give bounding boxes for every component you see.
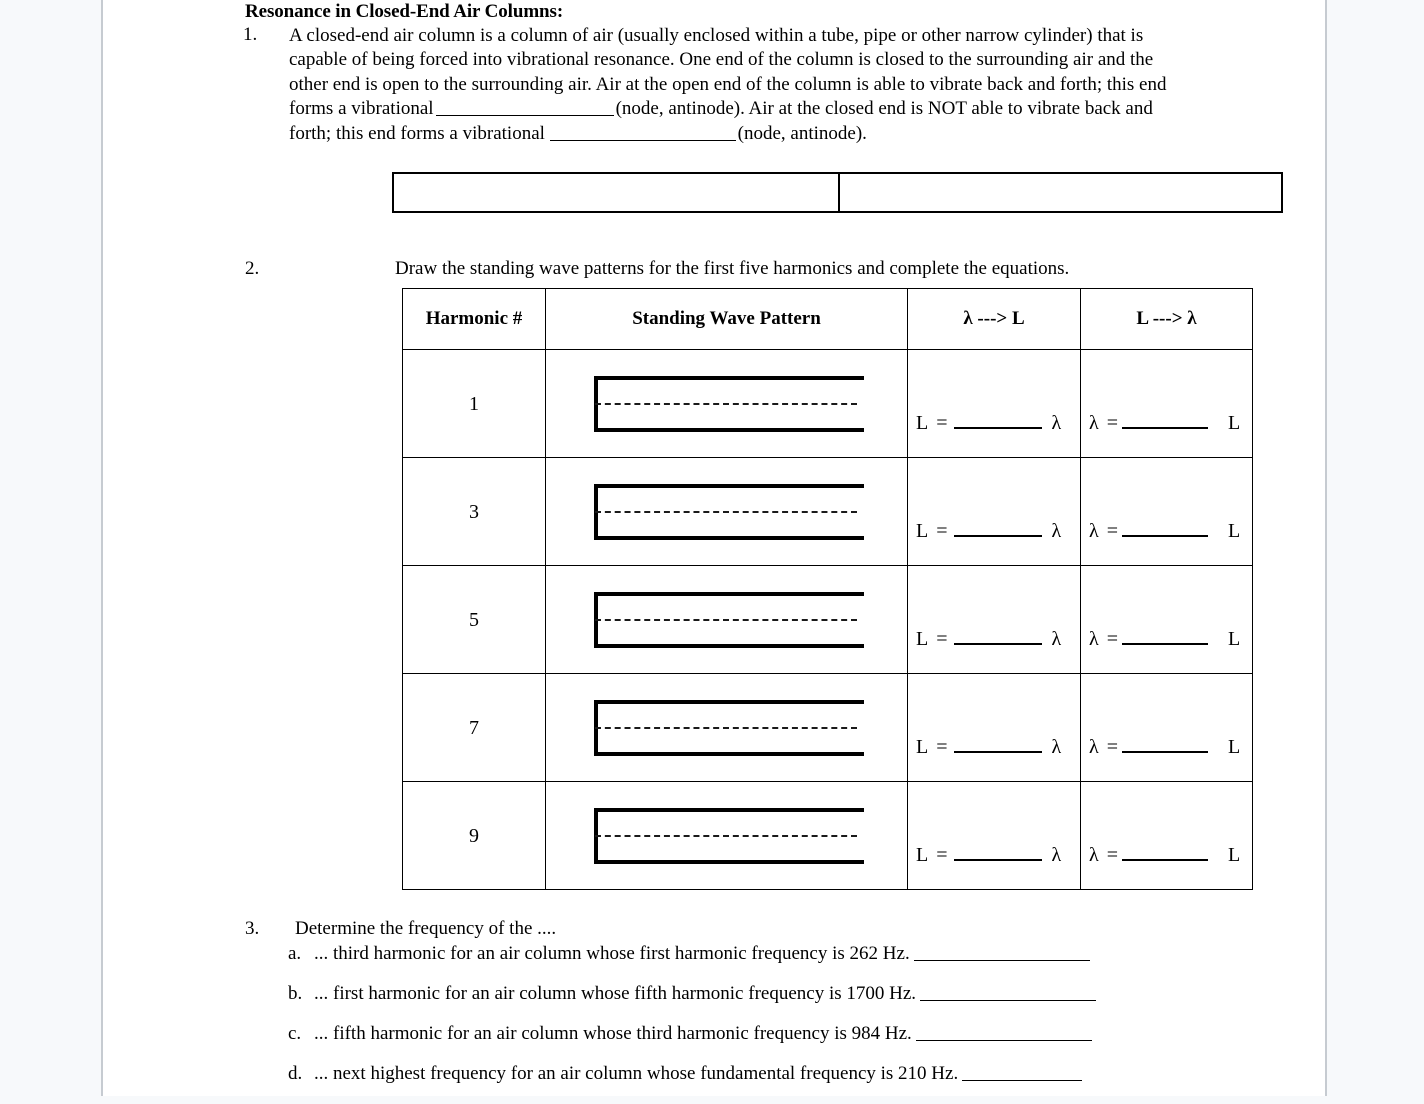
equation-lhs: L (916, 628, 929, 650)
question-1-answer-boxes (392, 172, 1283, 213)
l-to-lambda-equation-cell (1081, 782, 1253, 890)
equals-sign: = (936, 628, 948, 650)
equation-rhs: L (1227, 844, 1241, 866)
lambda-to-l-equation-cell (908, 674, 1081, 782)
tube-top-wall (594, 700, 864, 704)
tube-bottom-wall (594, 428, 864, 432)
document-page (101, 0, 1327, 1096)
equation-l-to-lambda (1089, 628, 1244, 651)
equation-lambda-to-l (916, 412, 1072, 435)
tube-bottom-wall (594, 860, 864, 864)
closed-end-tube-diagram (594, 376, 864, 432)
equals-sign: = (1106, 412, 1118, 434)
list-item-label: b. (288, 983, 303, 1004)
equals-sign: = (1106, 520, 1118, 542)
closed-end-tube-diagram (594, 592, 864, 648)
list-item-answer-blank[interactable] (920, 985, 1096, 1001)
lambda-to-l-equation-cell (908, 566, 1081, 674)
equals-sign: = (1106, 844, 1118, 866)
answer-box-left[interactable] (394, 174, 840, 211)
list-item (288, 1063, 1288, 1103)
tube-center-axis-dashed-line (595, 403, 857, 405)
equation-rhs: L (1227, 520, 1241, 542)
equation-rhs: λ (1051, 412, 1062, 434)
table-row (403, 674, 1253, 782)
question-3-number: 3. (245, 918, 260, 939)
equation-blank[interactable] (1122, 414, 1208, 429)
standing-wave-pattern-cell[interactable] (546, 782, 908, 890)
equation-lhs: λ (1089, 628, 1099, 650)
l-to-lambda-equation-cell (1081, 350, 1253, 458)
table-header-row (403, 289, 1253, 350)
equation-blank[interactable] (954, 846, 1042, 861)
question-1-blank-2[interactable] (550, 124, 736, 141)
equation-rhs: L (1227, 736, 1241, 758)
equation-blank[interactable] (1122, 738, 1208, 753)
equation-lhs: λ (1089, 412, 1099, 434)
tube-bottom-wall (594, 752, 864, 756)
question-1-text-part2: (node, antinode). Air at the closed end is NOT able to vibrate back and forth; this end forms a vibrational (289, 98, 1153, 144)
l-to-lambda-equation-cell (1081, 566, 1253, 674)
l-to-lambda-equation-cell (1081, 674, 1253, 782)
harmonic-number-cell: 7 (403, 674, 546, 782)
harmonic-number-cell: 1 (403, 350, 546, 458)
equals-sign: = (1106, 736, 1118, 758)
equals-sign: = (1106, 628, 1118, 650)
table-row (403, 350, 1253, 458)
list-item (288, 1023, 1288, 1063)
equation-l-to-lambda (1089, 844, 1244, 867)
equation-blank[interactable] (954, 522, 1042, 537)
equation-blank[interactable] (1122, 846, 1208, 861)
table-row (403, 566, 1253, 674)
header-harmonic-number: Harmonic # (403, 289, 546, 350)
list-item (288, 983, 1288, 1023)
harmonics-table (402, 288, 1253, 890)
equation-rhs: L (1227, 628, 1241, 650)
list-item-label: a. (288, 943, 302, 964)
question-3-list (288, 943, 1288, 1103)
closed-end-tube-diagram (594, 484, 864, 540)
harmonic-number-cell: 9 (403, 782, 546, 890)
question-1-blank-1[interactable] (436, 99, 614, 116)
equation-lhs: L (916, 844, 929, 866)
question-1-text-part3: (node, antinode). (737, 122, 867, 144)
question-1-number: 1. (243, 24, 258, 45)
equation-l-to-lambda (1089, 520, 1244, 543)
equation-blank[interactable] (1122, 630, 1208, 645)
harmonics-table-body (403, 350, 1253, 890)
standing-wave-pattern-cell[interactable] (546, 566, 908, 674)
equation-lhs: λ (1089, 736, 1099, 758)
question-2-number: 2. (245, 258, 260, 279)
list-item-text: ... fifth harmonic for an air column whose third harmonic frequency is 984 Hz. (314, 1023, 912, 1044)
tube-center-axis-dashed-line (595, 511, 857, 513)
equation-lambda-to-l (916, 628, 1072, 651)
question-1-text-part1: A closed-end air column is a column of air (usually enclosed within a tube, pipe or other narrow cylinder) that is capable of being forced into vibrational resonance. One end of the column is closed to the surrounding air and the other end is open to the surrounding air. Air at the open end of the column is able to vibrate back and forth; this end forms a vibrational (289, 25, 1167, 120)
equals-sign: = (936, 520, 948, 542)
tube-top-wall (594, 808, 864, 812)
header-lambda-to-l: λ ---> L (908, 289, 1081, 350)
equals-sign: = (936, 736, 948, 758)
harmonic-number-cell: 5 (403, 566, 546, 674)
tube-center-axis-dashed-line (595, 727, 857, 729)
tube-bottom-wall (594, 536, 864, 540)
harmonics-table-head (403, 289, 1253, 350)
equation-rhs: λ (1051, 628, 1062, 650)
harmonic-number-cell: 3 (403, 458, 546, 566)
lambda-to-l-equation-cell (908, 782, 1081, 890)
equation-blank[interactable] (954, 414, 1042, 429)
equation-lhs: λ (1089, 520, 1099, 542)
equation-lambda-to-l (916, 736, 1072, 759)
tube-center-axis-dashed-line (595, 835, 857, 837)
table-row (403, 782, 1253, 890)
equation-rhs: λ (1051, 736, 1062, 758)
table-row (403, 458, 1253, 566)
tube-top-wall (594, 592, 864, 596)
equation-l-to-lambda (1089, 412, 1244, 435)
question-1-text (289, 24, 1181, 146)
equation-rhs: λ (1051, 844, 1062, 866)
equation-blank[interactable] (1122, 522, 1208, 537)
standing-wave-pattern-cell[interactable] (546, 458, 908, 566)
tube-top-wall (594, 484, 864, 488)
list-item-text: ... third harmonic for an air column whose first harmonic frequency is 262 Hz. (314, 943, 910, 964)
lambda-to-l-equation-cell (908, 350, 1081, 458)
l-to-lambda-equation-cell (1081, 458, 1253, 566)
answer-box-right[interactable] (840, 174, 1281, 211)
page-title: Resonance in Closed-End Air Columns: (245, 1, 564, 22)
equals-sign: = (936, 412, 948, 434)
tube-bottom-wall (594, 644, 864, 648)
equation-lhs: λ (1089, 844, 1099, 866)
list-item (288, 943, 1288, 983)
tube-center-axis-dashed-line (595, 619, 857, 621)
list-item-answer-blank[interactable] (914, 945, 1090, 961)
standing-wave-pattern-cell[interactable] (546, 674, 908, 782)
question-2-text: Draw the standing wave patterns for the first five harmonics and complete the equations. (395, 258, 1070, 279)
list-item-answer-blank[interactable] (962, 1065, 1082, 1081)
lambda-to-l-equation-cell (908, 458, 1081, 566)
header-l-to-lambda: L ---> λ (1081, 289, 1253, 350)
standing-wave-pattern-cell[interactable] (546, 350, 908, 458)
list-item-answer-blank[interactable] (916, 1025, 1092, 1041)
equation-lambda-to-l (916, 844, 1072, 867)
equation-blank[interactable] (954, 630, 1042, 645)
list-item-text: ... first harmonic for an air column whose fifth harmonic frequency is 1700 Hz. (314, 983, 917, 1004)
closed-end-tube-diagram (594, 808, 864, 864)
equation-lhs: L (916, 520, 929, 542)
equation-lambda-to-l (916, 520, 1072, 543)
equals-sign: = (936, 844, 948, 866)
equation-blank[interactable] (954, 738, 1042, 753)
equation-lhs: L (916, 736, 929, 758)
list-item-label: c. (288, 1023, 302, 1044)
tube-top-wall (594, 376, 864, 380)
equation-lhs: L (916, 412, 929, 434)
question-3-text: Determine the frequency of the .... (295, 918, 557, 939)
list-item-label: d. (288, 1063, 303, 1084)
header-standing-wave-pattern: Standing Wave Pattern (546, 289, 908, 350)
equation-l-to-lambda (1089, 736, 1244, 759)
closed-end-tube-diagram (594, 700, 864, 756)
equation-rhs: λ (1051, 520, 1062, 542)
equation-rhs: L (1227, 412, 1241, 434)
list-item-text: ... next highest frequency for an air column whose fundamental frequency is 210 Hz. (314, 1063, 959, 1084)
